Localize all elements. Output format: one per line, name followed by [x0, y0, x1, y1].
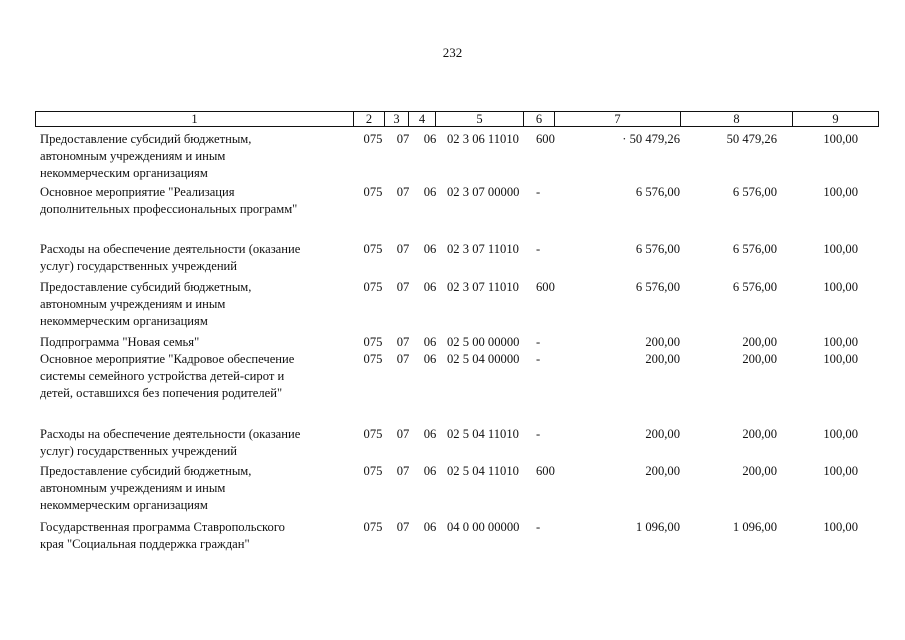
- ministry-code: 075: [363, 520, 383, 534]
- column-header-9: 9: [793, 112, 879, 127]
- amount-actual: 6 576,00: [732, 185, 777, 199]
- percent-executed: 100,00: [823, 464, 858, 478]
- subsection-code: 06: [423, 464, 437, 478]
- expense-type-code: -: [536, 185, 541, 199]
- target-article-code: 04 0 00 00000: [447, 520, 520, 534]
- target-article-code: 02 3 07 11010: [447, 242, 519, 256]
- row-name: Подпрограмма "Новая семья": [40, 335, 200, 349]
- ministry-code: 075: [363, 242, 383, 256]
- amount-plan: · 50 479,26: [622, 132, 680, 146]
- expense-type-code: 600: [536, 280, 555, 294]
- target-article-code: 02 3 07 00000: [447, 185, 520, 199]
- amount-plan: 200,00: [645, 335, 680, 349]
- target-article-code: 02 5 00 00000: [447, 335, 520, 349]
- percent-executed: 100,00: [823, 132, 858, 146]
- amount-plan: 1 096,00: [635, 520, 680, 534]
- expense-type-code: 600: [536, 464, 555, 478]
- ministry-code: 075: [363, 464, 383, 478]
- subsection-code: 06: [423, 185, 437, 199]
- percent-executed: 100,00: [823, 352, 858, 366]
- amount-actual: 6 576,00: [732, 280, 777, 294]
- column-header-5: 5: [436, 112, 524, 127]
- amount-plan: 6 576,00: [635, 185, 680, 199]
- row-name: Предоставление субсидий бюджетным, автономным учреждениям и иным некоммерческим организациям: [40, 280, 252, 328]
- page-number: 232: [442, 45, 463, 60]
- column-header-table: [35, 111, 879, 127]
- amount-plan: 6 576,00: [635, 242, 680, 256]
- column-header-8: 8: [681, 112, 793, 127]
- subsection-code: 06: [423, 520, 437, 534]
- section-code: 07: [396, 520, 410, 534]
- subsection-code: 06: [423, 335, 437, 349]
- target-article-code: 02 5 04 00000: [447, 352, 520, 366]
- expense-type-code: -: [536, 352, 541, 366]
- row-name: Расходы на обеспечение деятельности (оказание услуг) государственных учреждений: [40, 242, 301, 273]
- row-name: Расходы на обеспечение деятельности (оказание услуг) государственных учреждений: [40, 427, 301, 458]
- row-name: Основное мероприятие "Реализация дополнительных профессиональных программ": [40, 185, 298, 216]
- section-code: 07: [396, 242, 410, 256]
- ministry-code: 075: [363, 132, 383, 146]
- percent-executed: 100,00: [823, 427, 858, 441]
- column-header-1: 1: [36, 112, 354, 127]
- section-code: 07: [396, 185, 410, 199]
- section-code: 07: [396, 352, 410, 366]
- column-header-7: 7: [555, 112, 681, 127]
- ministry-code: 075: [363, 427, 383, 441]
- ministry-code: 075: [363, 352, 383, 366]
- amount-actual: 200,00: [742, 427, 777, 441]
- column-header-4: 4: [409, 112, 436, 127]
- amount-actual: 6 576,00: [732, 242, 777, 256]
- amount-actual: 1 096,00: [732, 520, 777, 534]
- percent-executed: 100,00: [823, 335, 858, 349]
- target-article-code: 02 3 06 11010: [447, 132, 519, 146]
- percent-executed: 100,00: [823, 280, 858, 294]
- target-article-code: 02 5 04 11010: [447, 427, 519, 441]
- expense-type-code: -: [536, 520, 541, 534]
- target-article-code: 02 3 07 11010: [447, 280, 519, 294]
- column-header-3: 3: [385, 112, 409, 127]
- ministry-code: 075: [363, 185, 383, 199]
- column-header-2: 2: [354, 112, 385, 127]
- subsection-code: 06: [423, 280, 437, 294]
- section-code: 07: [396, 464, 410, 478]
- ministry-code: 075: [363, 335, 383, 349]
- section-code: 07: [396, 280, 410, 294]
- amount-actual: 200,00: [742, 335, 777, 349]
- expense-type-code: -: [536, 242, 541, 256]
- target-article-code: 02 5 04 11010: [447, 464, 519, 478]
- row-name: Предоставление субсидий бюджетным, автономным учреждениям и иным некоммерческим организациям: [40, 464, 252, 512]
- subsection-code: 06: [423, 132, 437, 146]
- amount-actual: 200,00: [742, 352, 777, 366]
- section-code: 07: [396, 132, 410, 146]
- subsection-code: 06: [423, 352, 437, 366]
- ministry-code: 075: [363, 280, 383, 294]
- section-code: 07: [396, 427, 410, 441]
- column-header-6: 6: [524, 112, 555, 127]
- amount-plan: 6 576,00: [635, 280, 680, 294]
- column-header-row: [36, 112, 879, 127]
- row-name: Предоставление субсидий бюджетным, автономным учреждениям и иным некоммерческим организациям: [40, 132, 252, 180]
- amount-plan: 200,00: [645, 352, 680, 366]
- expense-type-code: -: [536, 427, 541, 441]
- row-name: Основное мероприятие "Кадровое обеспечение системы семейного устройства детей-сирот и детей, оставшихся без попечения родителей": [40, 352, 295, 400]
- amount-plan: 200,00: [645, 464, 680, 478]
- amount-actual: 50 479,26: [726, 132, 777, 146]
- row-name: Государственная программа Ставропольского края "Социальная поддержка граждан": [40, 520, 285, 551]
- amount-actual: 200,00: [742, 464, 777, 478]
- amount-plan: 200,00: [645, 427, 680, 441]
- subsection-code: 06: [423, 242, 437, 256]
- expense-type-code: -: [536, 335, 541, 349]
- subsection-code: 06: [423, 427, 437, 441]
- percent-executed: 100,00: [823, 185, 858, 199]
- section-code: 07: [396, 335, 410, 349]
- percent-executed: 100,00: [823, 242, 858, 256]
- percent-executed: 100,00: [823, 520, 858, 534]
- expense-type-code: 600: [536, 132, 555, 146]
